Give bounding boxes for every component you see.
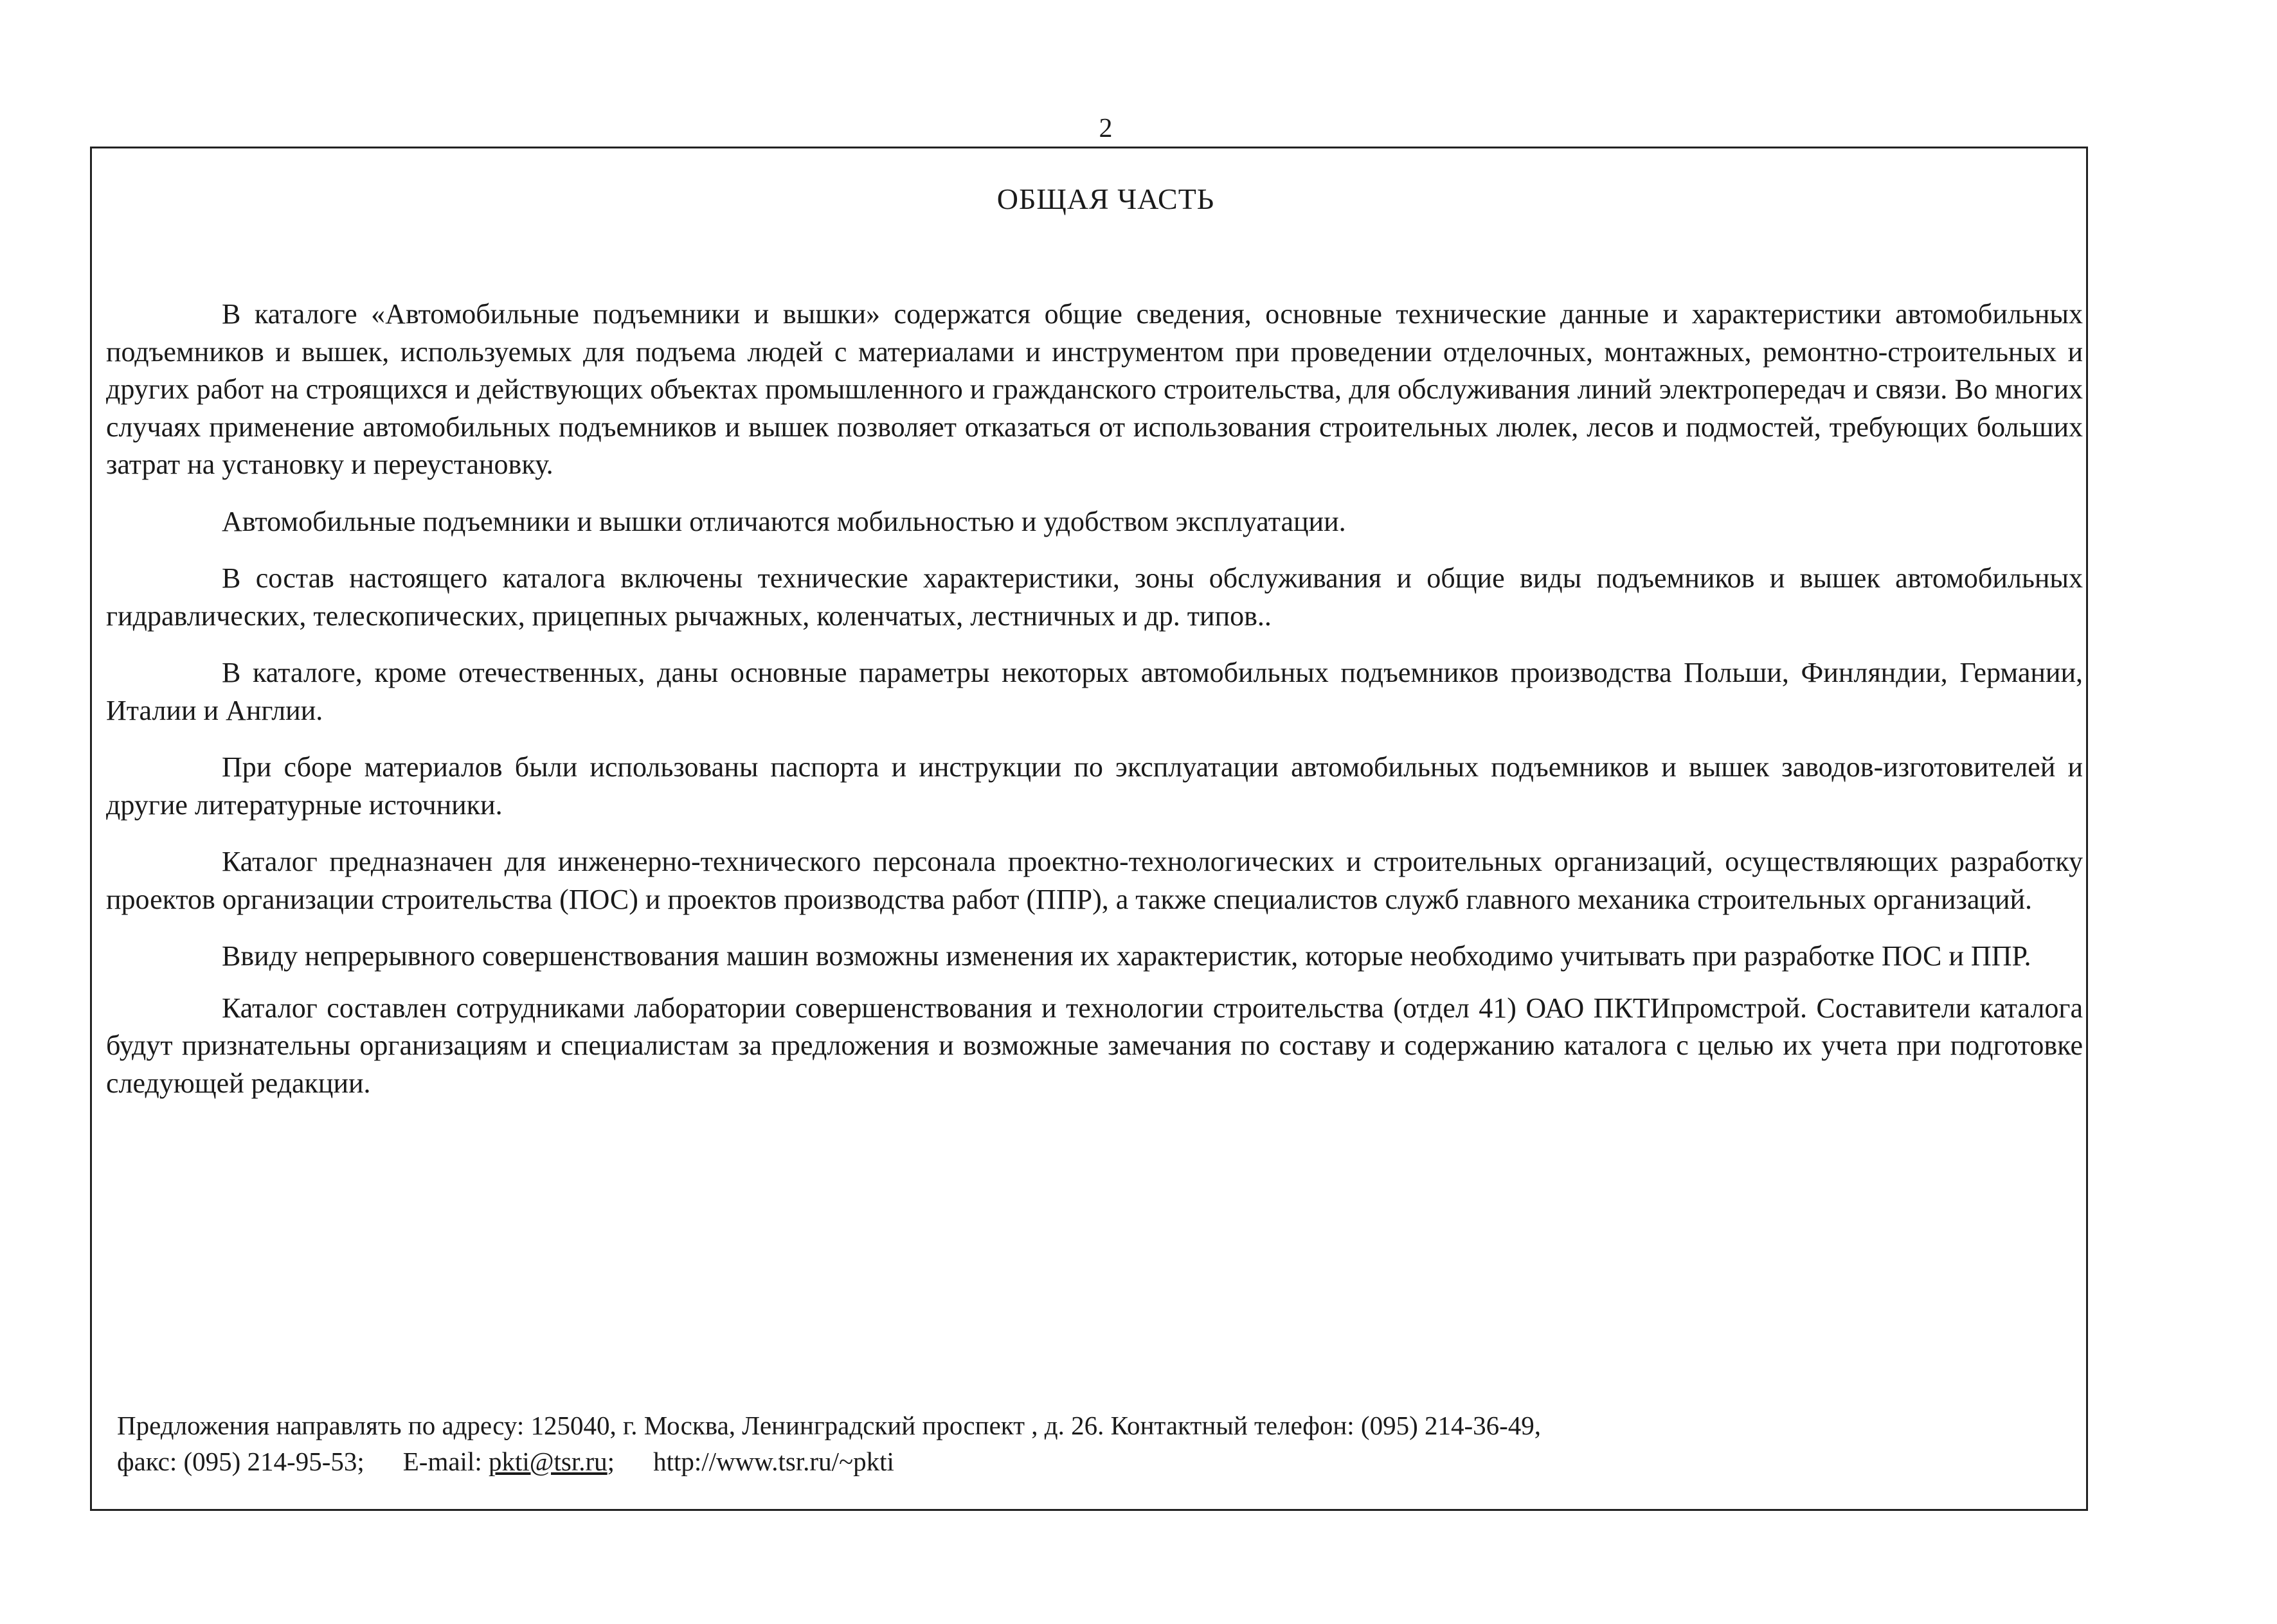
footer-address: Предложения направлять по адресу: 125040, г. Москва, Ленинградский проспект , д. 26. Контактный телефон: (095) 214-36-49, (117, 1411, 1542, 1440)
paragraph-audience: Каталог предназначен для инженерно-технического персонала проектно-технологических и строительных организаций, осуществляющих разработку проектов организации строительства (ПОС) и проектов производства работ (ППР), а также специалистов служб главного механика строительных организаций. (106, 846, 2083, 915)
footer-fax: факс: (095) 214-95-53; (117, 1447, 364, 1476)
footer-contacts (117, 1443, 1917, 1479)
footer-email-link[interactable]: pkti@tsr.ru (488, 1447, 608, 1476)
section-title: ОБЩАЯ ЧАСТЬ (996, 183, 1215, 215)
paragraph-sources: При сборе материалов были использованы паспорта и инструкции по эксплуатации автомобильных подъемников и вышек заводов-изготовителей и другие литературные источники. (106, 751, 2083, 821)
body-text (106, 296, 2083, 1121)
paragraph-contents: В состав настоящего каталога включены технические характеристики, зоны обслуживания и общие виды подъемников и вышек автомобильных гидравлических, телескопических, прицепных рычажных, коленчатых, лестничных и др. типов.. (106, 562, 2083, 632)
page-number: 2 (1099, 114, 1113, 143)
paragraph-changes: Ввиду непрерывного совершенствования машин возможны изменения их характеристик, которые необходимо учитывать при разработке ПОС и ППР. (222, 940, 2031, 972)
footer-website[interactable]: http://www.tsr.ru/~pkti (653, 1447, 894, 1476)
contact-footer (117, 1407, 1917, 1479)
paragraph-intro: В каталоге «Автомобильные подъемники и вышки» содержатся общие сведения, основные технические данные и характеристики автомобильных подъемников и вышек, используемых для подъема людей с материалами и инструментом при проведении отделочных, монтажных, ремонтно-строительных и других работ на строящихся и действующих объектах промышленного и гражданского строительства, для обслуживания линий электропередач и связи. Во многих случаях применение автомобильных подъемников и вышек позволяет отказаться от использования строительных люлек, лесов и подмостей, требующих больших затрат на установку и переустановку. (106, 298, 2083, 480)
paragraph-mobility: Автомобильные подъемники и вышки отличаются мобильностью и удобством эксплуатации. (222, 505, 1346, 537)
footer-email-separator: ; (607, 1447, 615, 1476)
paragraph-authors: Каталог составлен сотрудниками лаборатории совершенствования и технологии строительства (отдел 41) ОАО ПКТИпромстрой. Составители каталога будут признательны организациям и специалистам за предложения и возможные замечания по составу и содержанию каталога с целью их учета при подготовке следующей редакции. (106, 992, 2083, 1099)
footer-email-label: E-mail: (402, 1447, 482, 1476)
paragraph-foreign: В каталоге, кроме отечественных, даны основные параметры некоторых автомобильных подъемников производства Польши, Финляндии, Германии, Италии и Англии. (106, 657, 2083, 726)
